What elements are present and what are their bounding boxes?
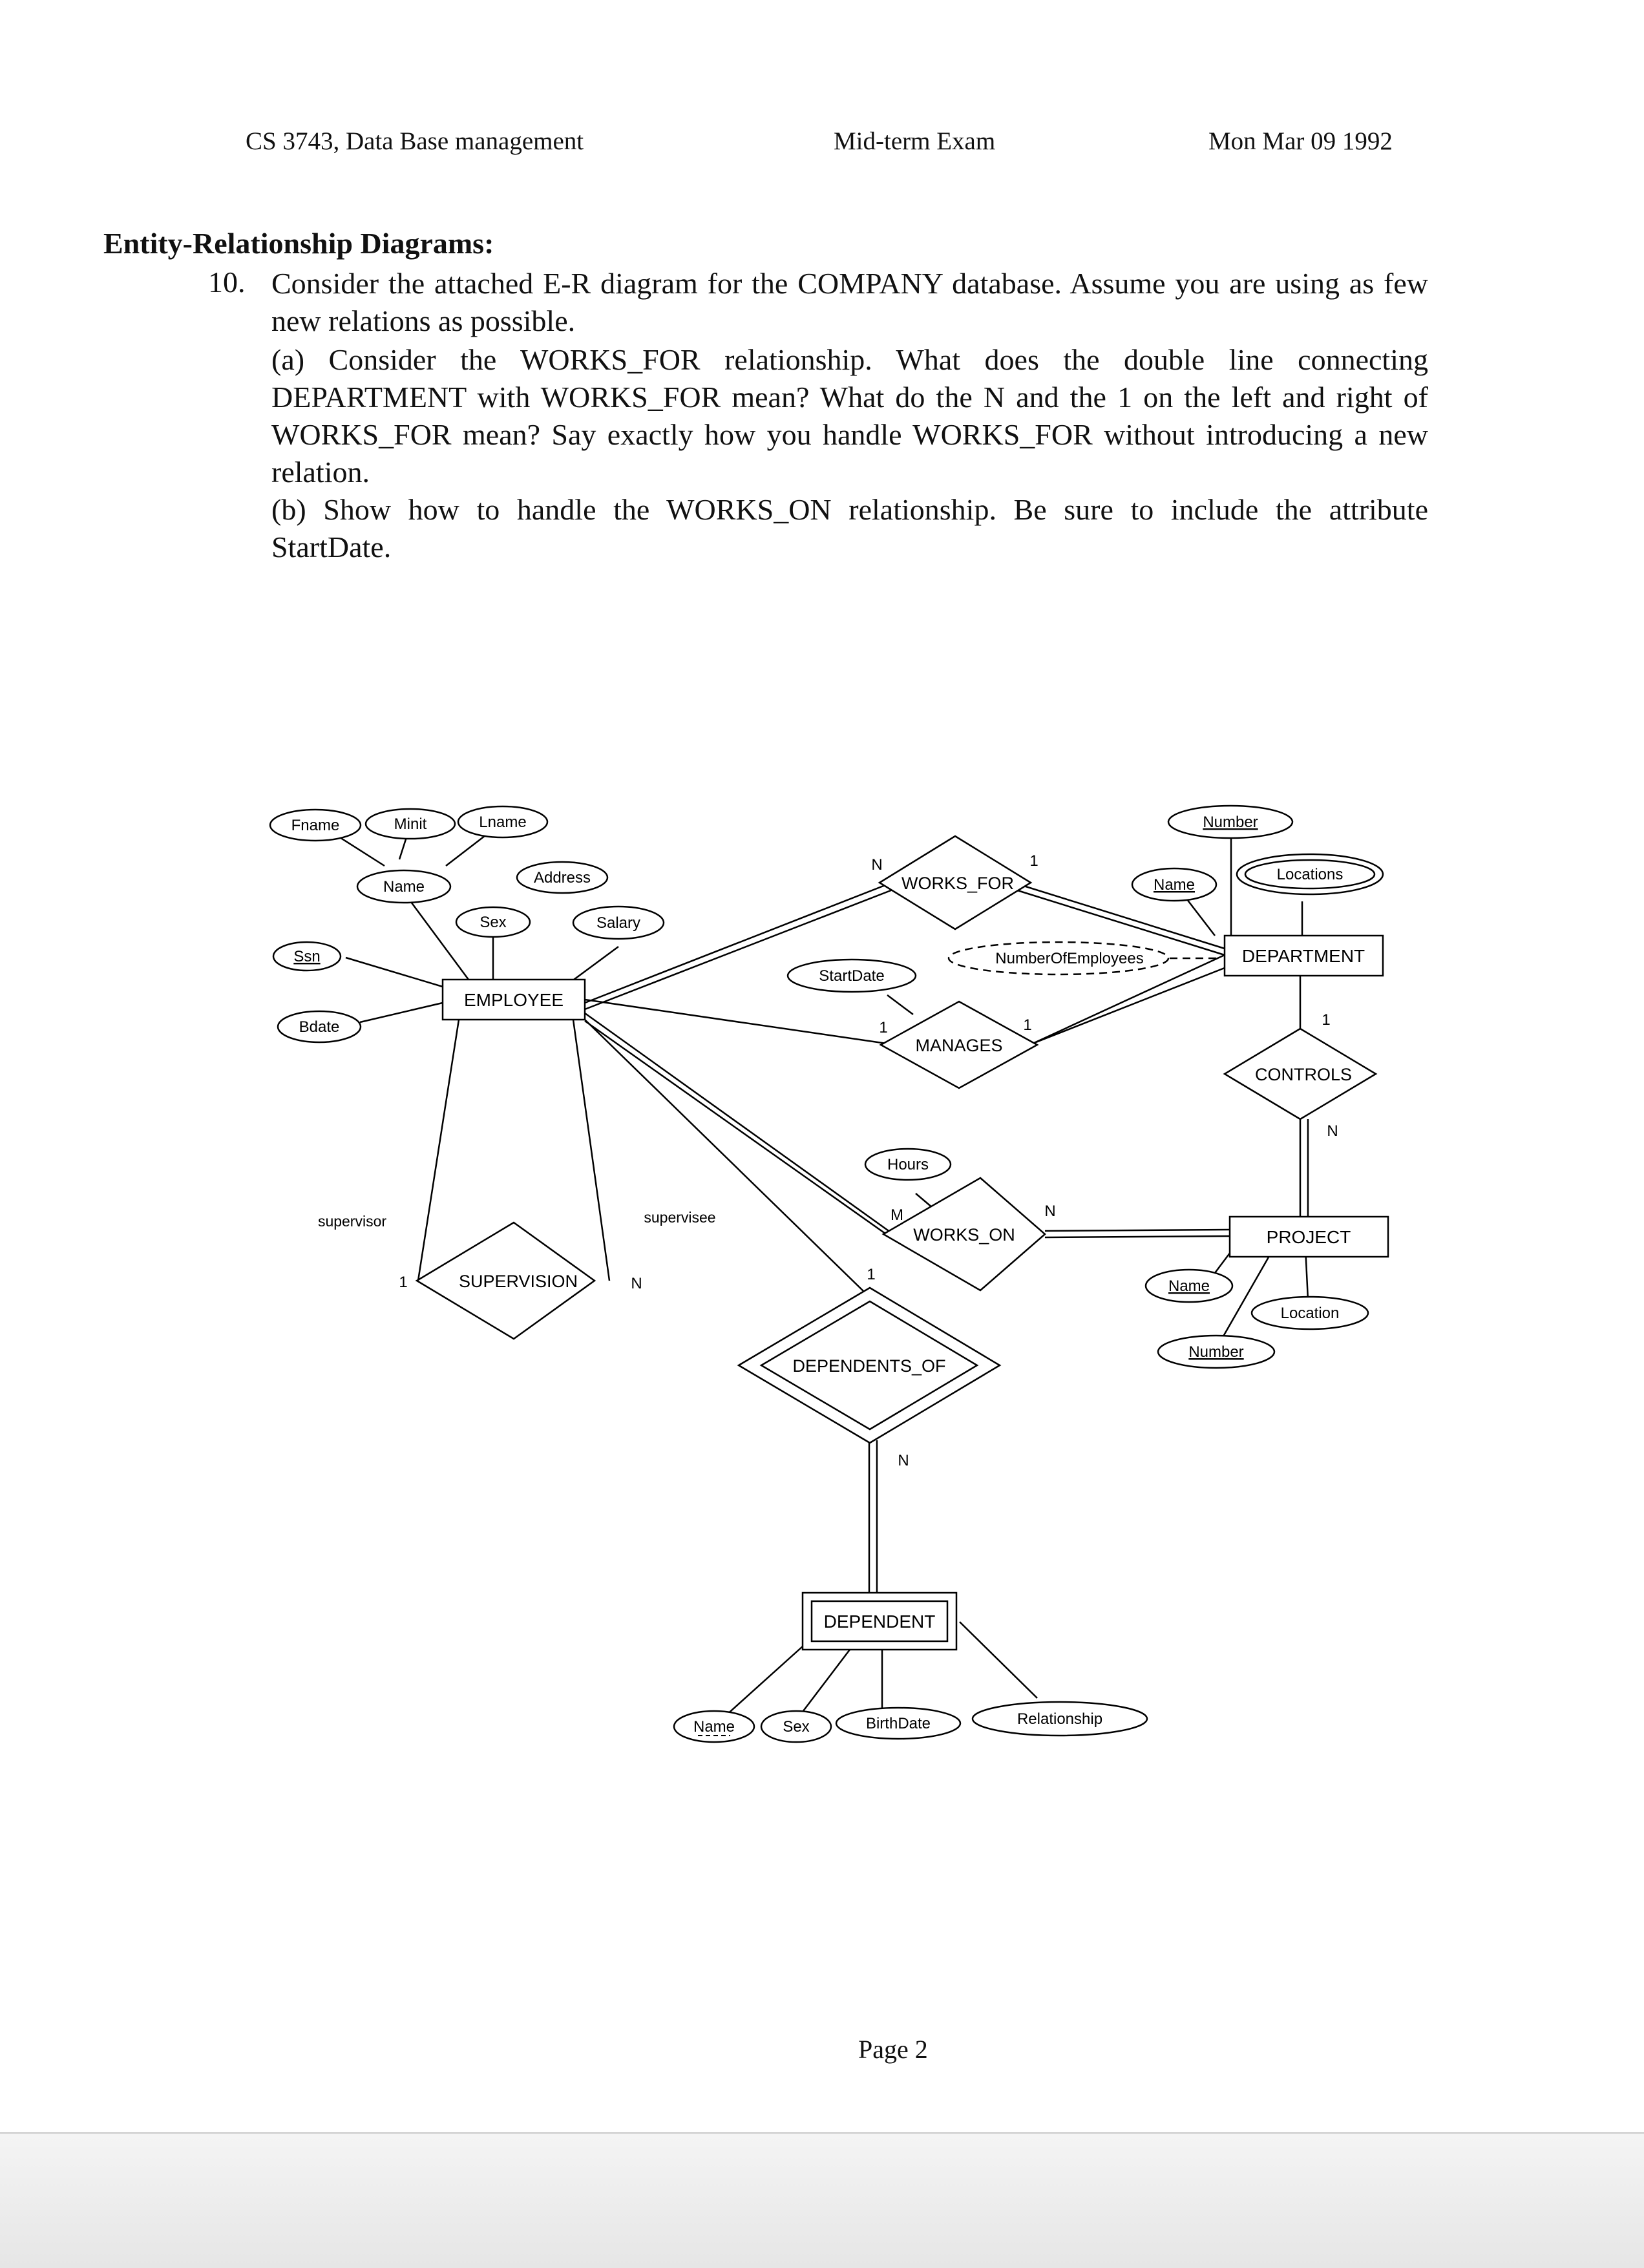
cardinality-dependents-of-1: 1: [867, 1266, 876, 1283]
sex-label: Sex: [480, 914, 507, 931]
startdate-label: StartDate: [819, 967, 885, 985]
dept-number-label: Number: [1203, 814, 1258, 831]
project-label: PROJECT: [1266, 1227, 1351, 1247]
hours-label: Hours: [887, 1156, 929, 1173]
proj-number-label: Number: [1188, 1343, 1244, 1361]
employee-label: EMPLOYEE: [463, 990, 564, 1010]
cardinality-manages-right: 1: [1023, 1016, 1032, 1034]
locations-label: Locations: [1276, 866, 1344, 883]
works-on-label: WORKS_ON: [913, 1225, 1015, 1244]
minit-label: Minit: [394, 815, 427, 833]
number-of-employees-label: NumberOfEmployees: [995, 950, 1144, 967]
cardinality-supervision-n: N: [631, 1275, 642, 1292]
salary-label: Salary: [596, 914, 641, 932]
proj-name-label: Name: [1168, 1277, 1210, 1295]
proj-location-label: Location: [1280, 1305, 1340, 1322]
header-exam-title: Mid-term Exam: [834, 127, 996, 155]
scan-bottom-edge: [0, 2132, 1644, 2268]
question-part-a: (a) Consider the WORKS_FOR relationship. What does the double line connecting DEPARTMENT with WORKS_FOR mean? What do the N and the 1 on the left and right of WORKS_FOR mean? Say exactly how you handle WORKS_FOR without introducing a new relation.: [271, 343, 1428, 488]
page-number: Page 2: [858, 2035, 928, 2064]
relationship-label: Relationship: [1017, 1710, 1103, 1728]
ssn-label: Ssn: [293, 948, 321, 965]
supervision-label: SUPERVISION: [458, 1272, 578, 1291]
cardinality-works-on-m: M: [890, 1206, 903, 1224]
works-for-label: WORKS_FOR: [901, 874, 1015, 893]
cardinality-dependents-of-n: N: [898, 1452, 909, 1469]
dep-name-label: Name: [693, 1718, 735, 1736]
question-intro: Consider the attached E-R diagram for the COMPANY database. Assume you are using as few new relations as possible.: [271, 267, 1428, 337]
question-number: 10.: [208, 266, 246, 299]
header-date: Mon Mar 09 1992: [1208, 127, 1393, 155]
emp-name-label: Name: [383, 878, 425, 896]
dependents-of-label: DEPENDENTS_OF: [792, 1356, 946, 1376]
cardinality-works-for-1: 1: [1029, 852, 1038, 870]
lname-label: Lname: [479, 814, 527, 831]
cardinality-supervision-1: 1: [399, 1274, 408, 1291]
birthdate-label: BirthDate: [865, 1715, 931, 1732]
cardinality-controls-bottom: N: [1327, 1122, 1338, 1140]
dept-name-label: Name: [1153, 876, 1196, 894]
cardinality-works-for-n: N: [871, 856, 883, 874]
cardinality-manages-left: 1: [879, 1019, 888, 1036]
cardinality-controls-top: 1: [1322, 1011, 1331, 1029]
fname-label: Fname: [291, 817, 340, 834]
controls-label: CONTROLS: [1254, 1065, 1353, 1084]
bdate-label: Bdate: [299, 1018, 340, 1036]
cardinality-works-on-n: N: [1044, 1202, 1056, 1220]
question-part-b: (b) Show how to handle the WORKS_ON relationship. Be sure to include the attribute StartDate.: [271, 493, 1428, 563]
section-title: Entity-Relationship Diagrams:: [103, 227, 494, 260]
supervisee-role-label: supervisee: [644, 1209, 716, 1226]
header-course: CS 3743, Data Base management: [246, 127, 584, 155]
department-label: DEPARTMENT: [1241, 946, 1365, 966]
supervisor-role-label: supervisor: [317, 1213, 387, 1230]
address-label: Address: [533, 869, 591, 887]
dependent-label: DEPENDENT: [823, 1612, 936, 1632]
manages-label: MANAGES: [915, 1036, 1003, 1055]
dep-sex-label: Sex: [783, 1718, 810, 1736]
er-diagram: [0, 762, 1644, 1835]
